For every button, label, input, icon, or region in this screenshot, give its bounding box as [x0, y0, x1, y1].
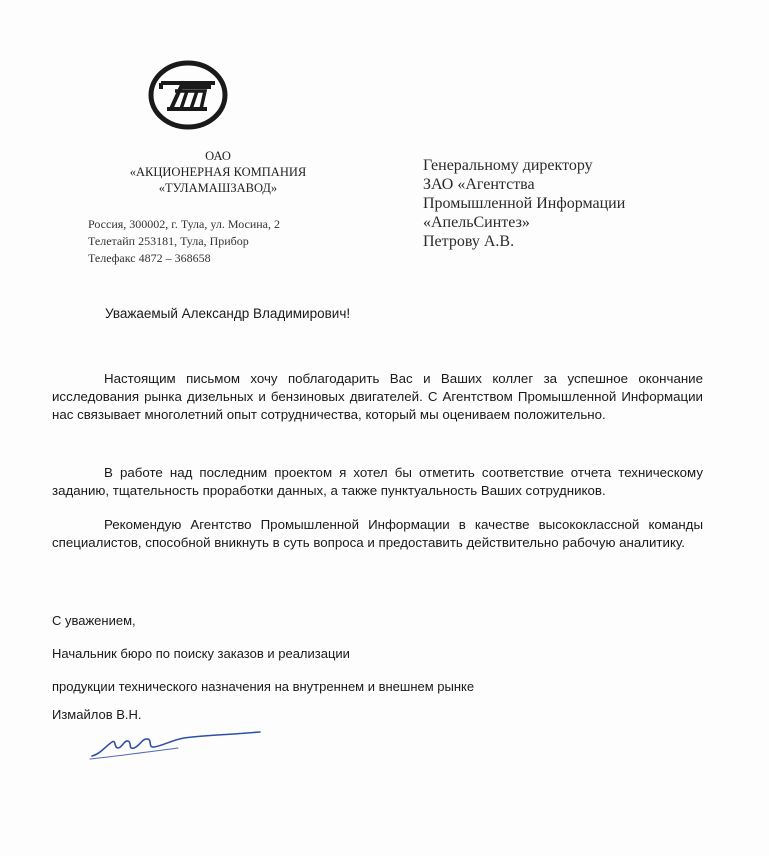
salutation: Уважаемый Александр Владимирович!	[105, 306, 351, 321]
signer-position-line: продукции технического назначения на внутреннем и внешнем рынке	[52, 679, 475, 694]
recipient-line: Промышленной Информации	[423, 195, 626, 212]
recipient-block	[423, 156, 625, 251]
signer-position-line: Начальник бюро по поиску заказов и реализации	[52, 646, 350, 661]
body-paragraph: Рекомендую Агентство Промышленной Информации в качестве высококлассной команды специалистов, способной вникнуть в суть вопроса и предоставить действительно рабочую аналитику.	[52, 517, 703, 550]
fax-line: Телефакс 4872 – 368658	[88, 251, 211, 265]
company-name-line: «АКЦИОНЕРНАЯ КОМПАНИЯ	[129, 165, 307, 179]
recipient-line: Петрову А.В.	[423, 233, 515, 250]
recipient-line: ЗАО «Агентства	[423, 176, 535, 193]
recipient-line: «АпельСинтез»	[423, 214, 530, 231]
body-paragraph: В работе над последним проектом я хотел бы отметить соответствие отчета техническому заданию, тщательность проработки данных, а также пунктуальность Ваших сотрудников.	[52, 465, 703, 498]
teletype-line: Телетайп 253181, Тула, Прибор	[88, 234, 249, 248]
handwritten-signature	[88, 726, 268, 762]
signer-name: Измайлов В.Н.	[52, 707, 142, 722]
recipient-line: Генеральному директору	[423, 157, 593, 174]
company-name-line: ОАО	[205, 149, 231, 163]
company-name	[100, 148, 336, 196]
company-name-line: «ТУЛАМАШЗАВОД»	[158, 181, 278, 195]
address-line: Россия, 300002, г. Тула, ул. Мосина, 2	[88, 217, 280, 231]
company-logo-emblem	[147, 59, 229, 131]
company-address	[88, 216, 280, 267]
closing-regards: С уважением,	[52, 613, 136, 628]
body-paragraph: Настоящим письмом хочу поблагодарить Вас и Ваших коллег за успешное окончание исследования рынка дизельных и бензиновых двигателей. С Агентством Промышленной Информации нас связывает многолетний опыт сотрудничества, который мы оцениваем положительно.	[52, 371, 703, 422]
